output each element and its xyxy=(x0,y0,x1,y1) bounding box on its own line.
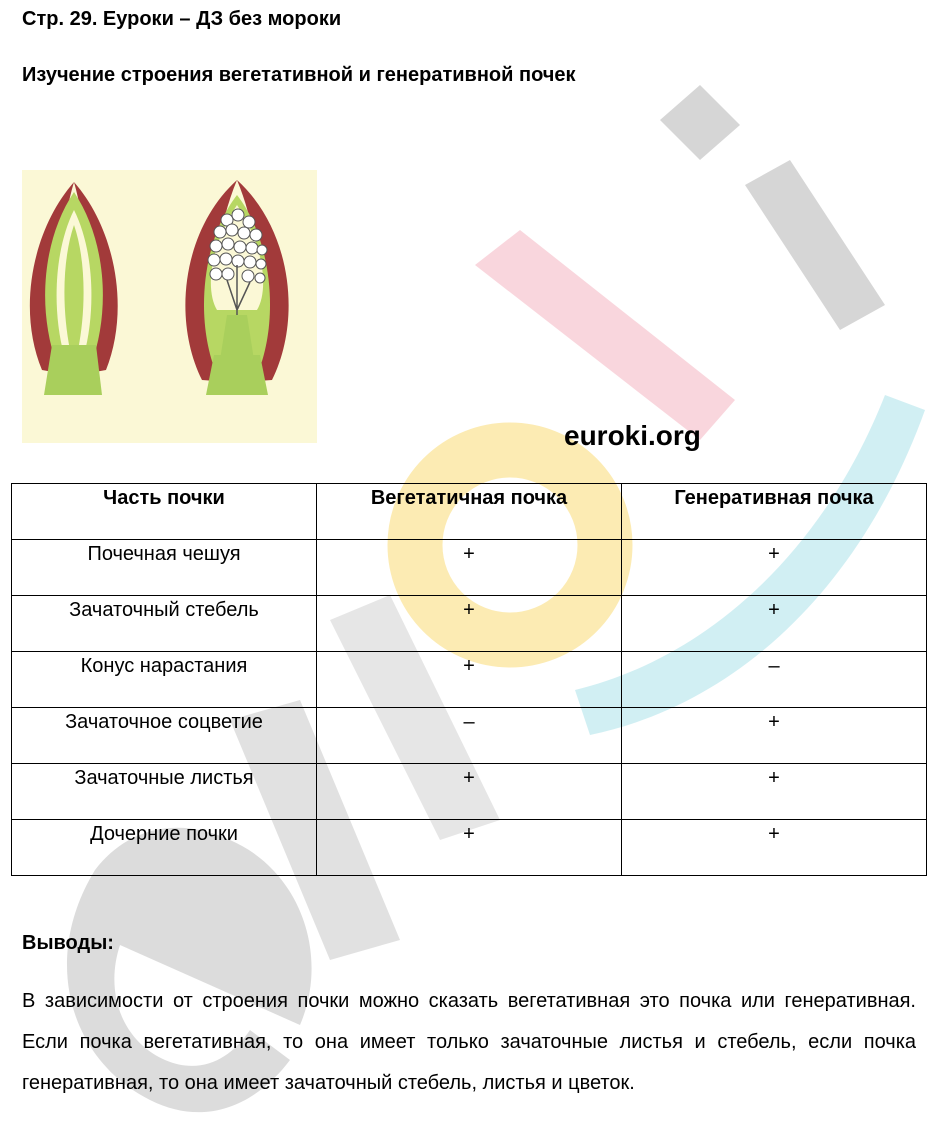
table-row xyxy=(12,596,927,652)
cell-vegetative: + xyxy=(317,652,622,708)
cell-part: Почечная чешуя xyxy=(12,540,317,596)
cell-vegetative: – xyxy=(317,708,622,764)
cell-generative: – xyxy=(622,652,927,708)
cell-part: Конус нарастания xyxy=(12,652,317,708)
buds-illustration xyxy=(22,170,317,443)
header-generative: Генеративная почка xyxy=(622,484,927,540)
vegetative-bud-image xyxy=(30,182,118,395)
header-part: Часть почки xyxy=(12,484,317,540)
cell-vegetative: + xyxy=(317,596,622,652)
cell-vegetative: + xyxy=(317,540,622,596)
cell-generative: + xyxy=(622,596,927,652)
table-header-row xyxy=(12,484,927,540)
table-row xyxy=(12,652,927,708)
cell-part: Зачаточное соцветие xyxy=(12,708,317,764)
cell-part: Зачаточные листья xyxy=(12,764,317,820)
table-row xyxy=(12,820,927,876)
conclusion-title: Выводы: xyxy=(22,932,114,954)
bud-parts-table xyxy=(11,483,927,876)
table-row xyxy=(12,540,927,596)
conclusion-text: В зависимости от строения почки можно сказать вегетативная это почка или генеративная. Если почка вегетативная, то она имеет только зачаточные листья и стебель, если почка генеративная, то она имеет зачаточный стебель, листья и цветок. xyxy=(22,990,916,1094)
cell-part: Дочерние почки xyxy=(12,820,317,876)
cell-vegetative: + xyxy=(317,764,622,820)
page-title: Стр. 29. Еуроки – ДЗ без мороки xyxy=(22,8,342,30)
header-vegetative: Вегетатичная почка xyxy=(317,484,622,540)
cell-generative: + xyxy=(622,764,927,820)
table-row xyxy=(12,764,927,820)
table-row xyxy=(12,708,927,764)
cell-generative: + xyxy=(622,540,927,596)
generative-bud-image xyxy=(185,180,288,395)
cell-generative: + xyxy=(622,820,927,876)
cell-vegetative: + xyxy=(317,820,622,876)
site-label: euroki.org xyxy=(564,420,701,451)
section-title: Изучение строения вегетативной и генеративной почек xyxy=(22,64,576,86)
cell-generative: + xyxy=(622,708,927,764)
cell-part: Зачаточный стебель xyxy=(12,596,317,652)
